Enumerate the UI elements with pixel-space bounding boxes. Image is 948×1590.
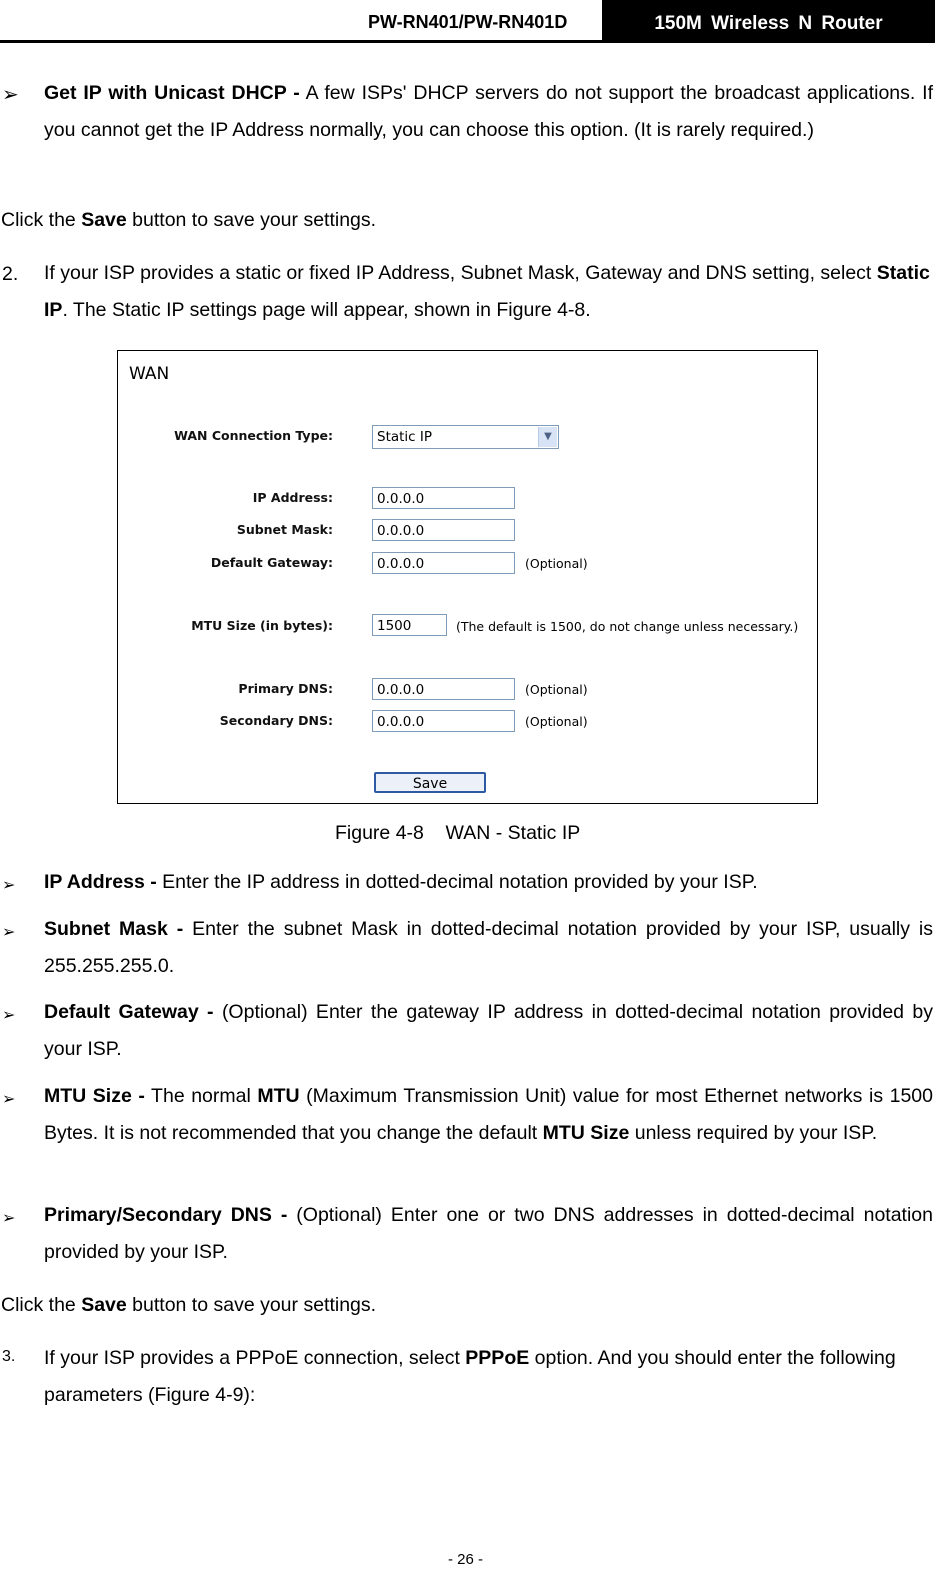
bullet-icon: ➢ (2, 924, 16, 941)
unicast-dhcp-paragraph: Get IP with Unicast DHCP - A few ISPs' DHCP servers do not support the broadcast applications. If you cannot get the IP Address normally, you can choose this option. (It is rarely required.) (44, 82, 934, 141)
save-instruction: Click the Save button to save your settings. (1, 1294, 377, 1316)
ip-label: IP Address: (252, 490, 333, 505)
model-name: PW-RN401/PW-RN401D (368, 12, 568, 32)
dns2-label: Secondary DNS: (219, 713, 333, 728)
bullet-icon: ➢ (2, 1007, 16, 1024)
mtu-note: (The default is 1500, do not change unless necessary.) (456, 619, 799, 634)
secondary-dns-field[interactable]: 0.0.0.0 (372, 710, 515, 732)
bullet-icon: ➢ (2, 1091, 16, 1108)
dns2-note: (Optional) (525, 714, 588, 729)
list-number: 3. (2, 1348, 16, 1365)
subnet-mask-bullet: Subnet Mask - Enter the subnet Mask in dotted-decimal notation provided by your ISP, usually is 255.255.255.0. (44, 918, 933, 977)
save-instruction: Click the Save button to save your settings. (1, 209, 377, 231)
conn-type-select[interactable]: Static IP ▼ (372, 425, 559, 449)
figure-caption: Figure 4-8 WAN - Static IP (335, 822, 581, 844)
default-gateway-bullet: Default Gateway - (Optional) Enter the gateway IP address in dotted-decimal notation provided by your ISP. (44, 1001, 933, 1060)
ip-address-bullet: IP Address - Enter the IP address in dotted-decimal notation provided by your ISP. (44, 871, 758, 893)
bullet-icon: ➢ (2, 1210, 16, 1227)
chevron-down-icon: ▼ (538, 427, 557, 447)
term: Get IP with Unicast DHCP - (44, 82, 300, 104)
conn-type-label: WAN Connection Type: (174, 428, 333, 443)
dns1-note: (Optional) (525, 682, 588, 697)
gateway-label: Default Gateway: (210, 555, 333, 570)
wan-settings-figure (117, 350, 818, 804)
gateway-field[interactable]: 0.0.0.0 (372, 552, 515, 574)
static-ip-paragraph: If your ISP provides a static or fixed IP Address, Subnet Mask, Gateway and DNS setting, select Static IP. The Static IP settings page will appear, shown in Figure 4-8. (44, 262, 930, 321)
pppoe-paragraph: If your ISP provides a PPPoE connection, select PPPoE option. And you should enter the following parameters (Figure 4-9): (44, 1347, 896, 1406)
mtu-field[interactable]: 1500 (372, 614, 447, 636)
bullet-icon: ➢ (2, 877, 16, 894)
dns-bullet: Primary/Secondary DNS - (Optional) Enter one or two DNS addresses in dotted-decimal notation provided by your ISP. (44, 1204, 933, 1263)
subnet-mask-field[interactable]: 0.0.0.0 (372, 519, 515, 541)
save-button[interactable]: Save (374, 772, 486, 793)
page-number: - 26 - (448, 1551, 484, 1568)
gateway-note: (Optional) (525, 556, 588, 571)
bullet-icon: ➢ (2, 84, 19, 106)
page-header (0, 0, 935, 43)
mtu-label: MTU Size (in bytes): (191, 618, 333, 633)
dns1-label: Primary DNS: (238, 681, 333, 696)
figure-title: WAN (129, 364, 170, 384)
product-name: 150M Wireless N Router (602, 0, 935, 40)
ip-address-field[interactable]: 0.0.0.0 (372, 487, 515, 509)
mtu-size-bullet: MTU Size - The normal MTU (Maximum Transmission Unit) value for most Ethernet networks is 1500 Bytes. It is not recommended that you change the default MTU Size unless required by your ISP. (44, 1085, 933, 1144)
mask-label: Subnet Mask: (236, 522, 333, 537)
primary-dns-field[interactable]: 0.0.0.0 (372, 678, 515, 700)
list-number: 2. (2, 263, 19, 285)
